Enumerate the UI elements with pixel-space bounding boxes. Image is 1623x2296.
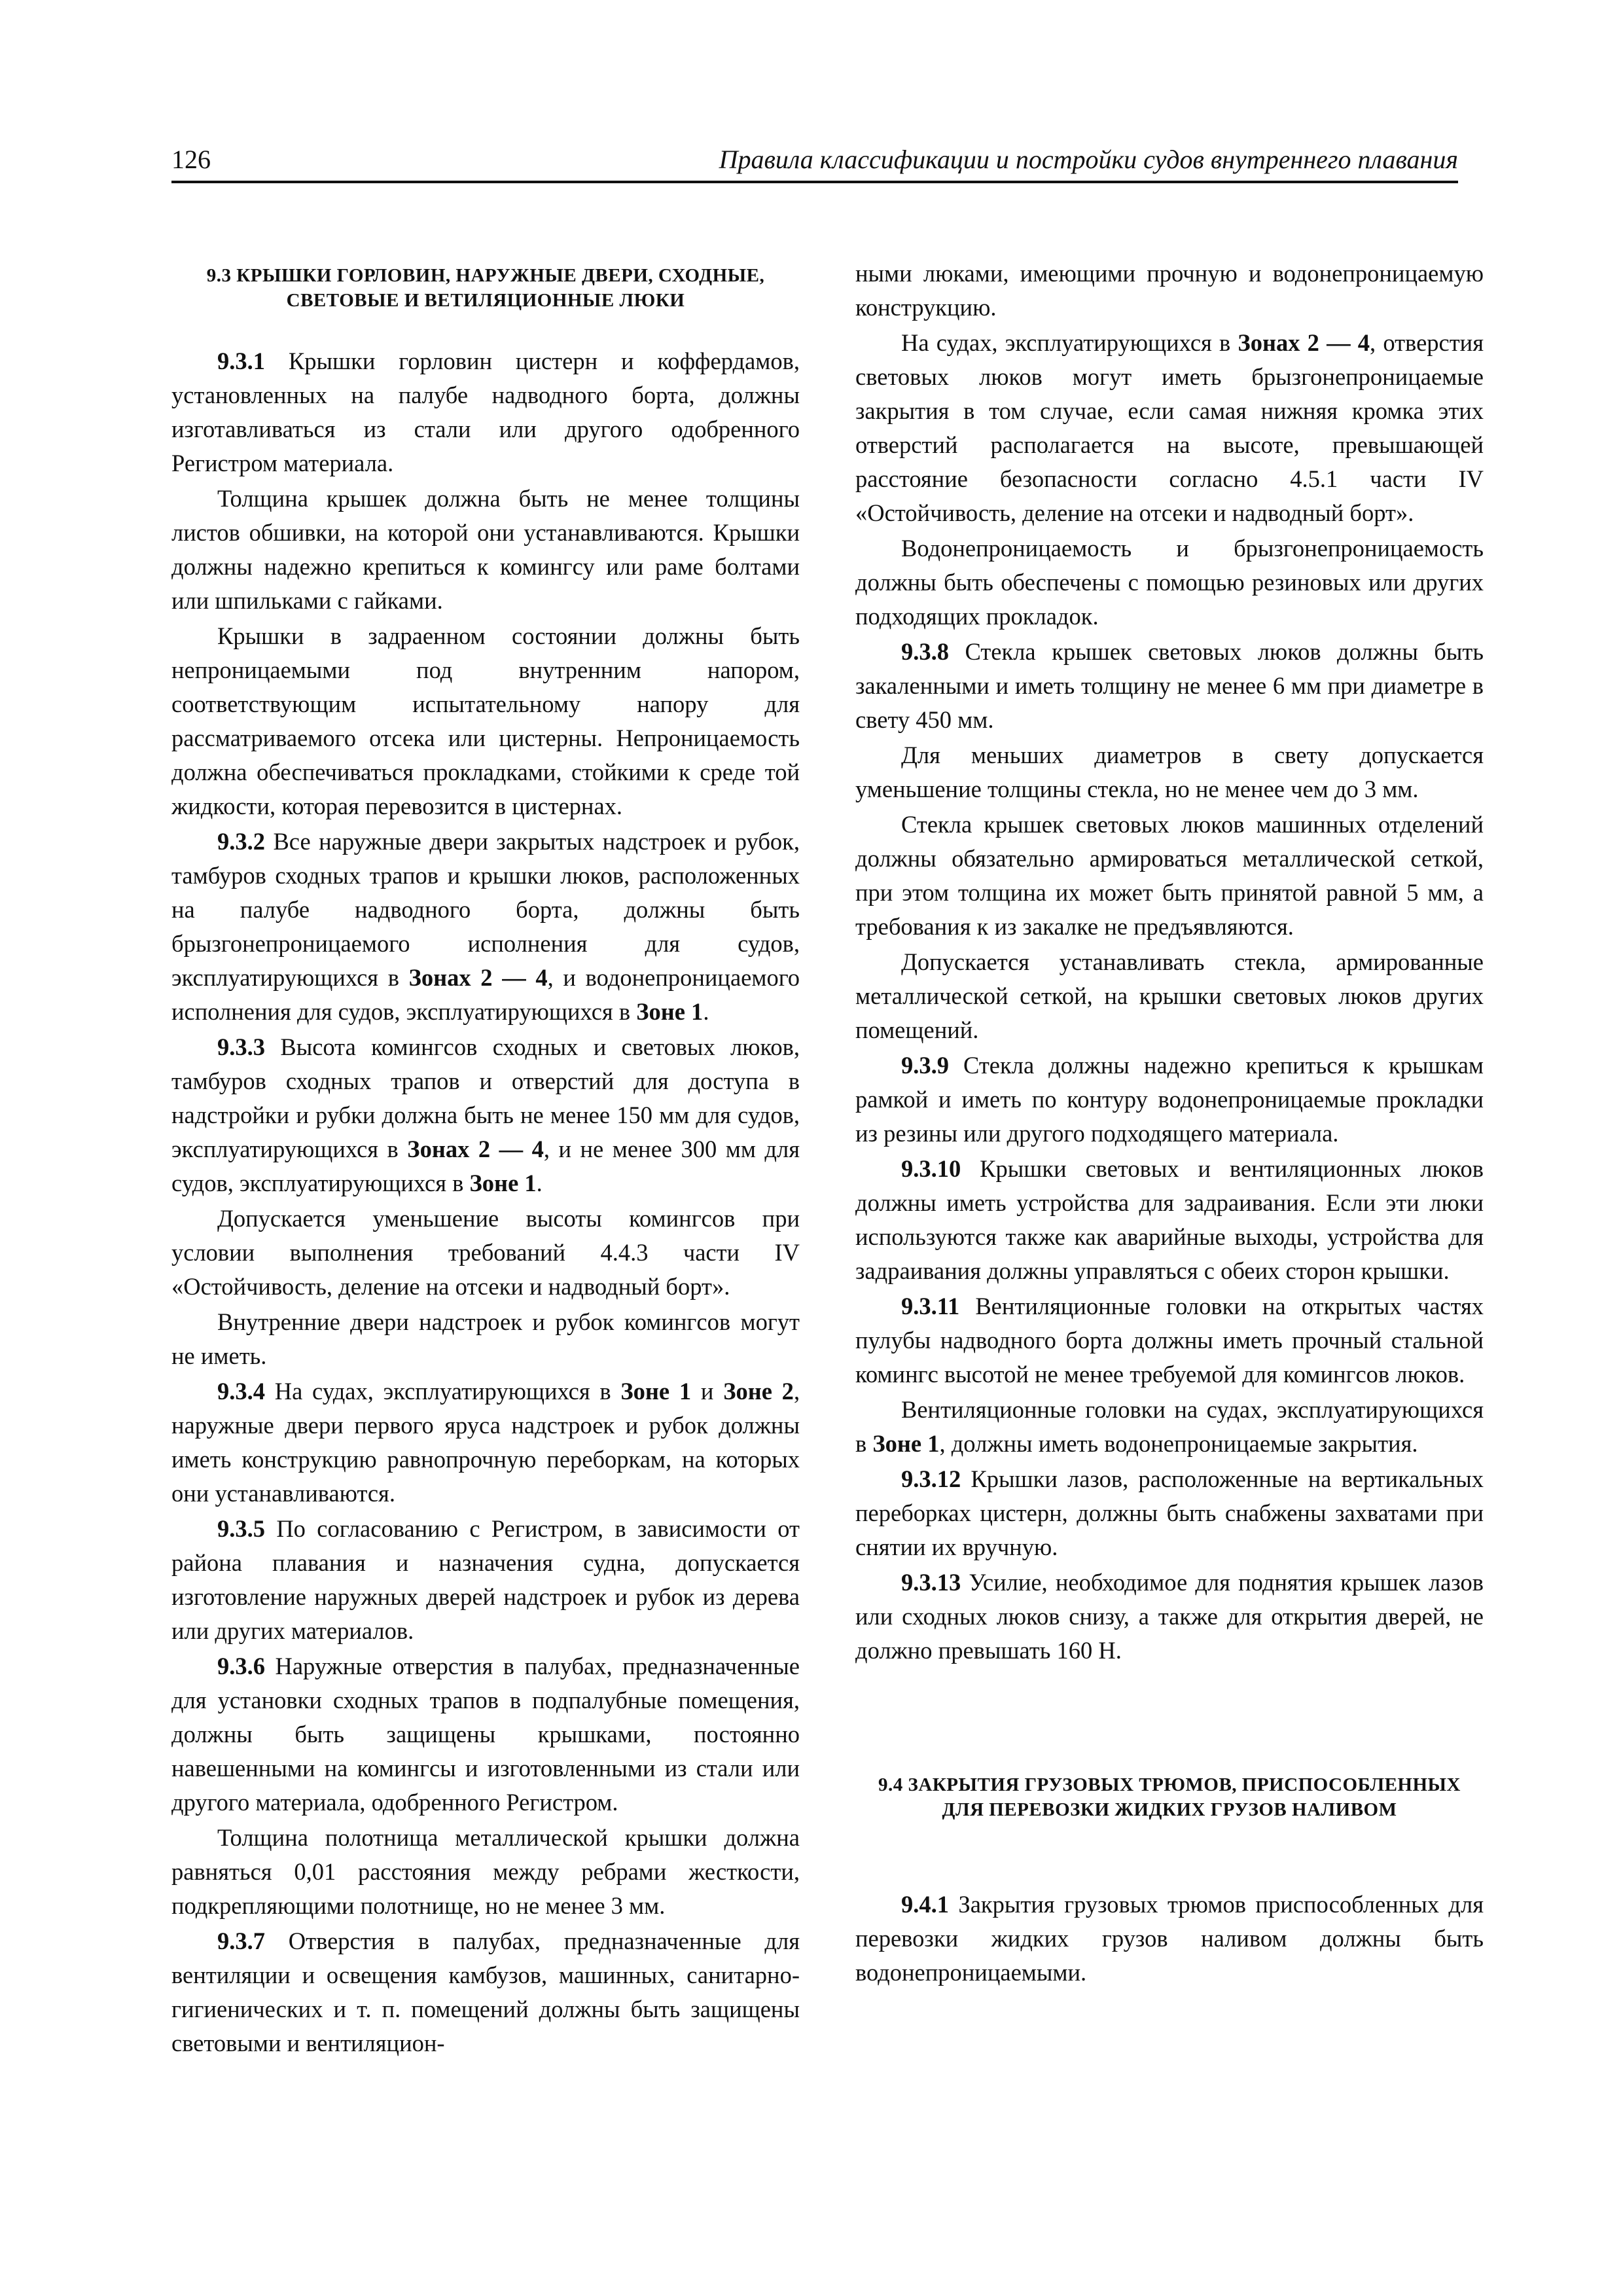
clause-number: 9.3.11 <box>901 1293 960 1319</box>
paragraph-text: Высота комингсов сходных и световых люков, тамбуров сходных трапов и отверстий для доступа в надстройки и рубки должна быть не менее 150 мм для судов, эксплуатирующихся в <box>171 1033 800 1162</box>
paragraph-9-3-11 <box>855 1289 1484 1391</box>
page-header <box>171 143 1458 183</box>
zone-ref: Зоне 1 <box>636 998 704 1025</box>
clause-number: 9.3.13 <box>901 1569 961 1596</box>
paragraph-text: , и не менее 300 мм для судов, эксплуатирующихся в <box>171 1136 800 1196</box>
paragraph-9-3-1 <box>171 344 800 480</box>
paragraph-9-3-10 <box>855 1152 1484 1288</box>
page-number: 126 <box>171 145 211 174</box>
paragraph-text: Закрытия грузовых трюмов приспособленных для перевозки жидких грузов наливом должны быть водонепроницаемыми. <box>855 1891 1484 1986</box>
paragraph-text: , отверстия световых люков могут иметь брызгонепроницаемые закрытия в том случае, если самая нижняя кромка этих отверстий располагается на высоте, превышающей расстояние безопасности согласно 4.5.1 части IV «Остойчивость, деление на отсеки и надводный борт». <box>855 329 1484 526</box>
clause-number: 9.3.8 <box>901 638 949 665</box>
paragraph-text: Крышки световых и вентиляционных люков должны иметь устройства для задраивания. Если эти люки используются также как аварийные выходы, устройства для задраивания должны управляться с обеих сторон крышки. <box>855 1155 1484 1284</box>
paragraph-armored-glass: Допускается устанавливать стекла, армированные металлической сеткой, на крышки световых люков других помещений. <box>855 948 1484 1043</box>
paragraph-panel-thickness: Толщина полотнища металлической крышки должна равняться 0,01 расстояния между ребрами жесткости, подкрепляющими полотнище, но не менее 3 мм. <box>171 1824 800 1919</box>
clause-number: 9.3.9 <box>901 1052 949 1079</box>
left-column <box>171 255 800 2060</box>
paragraph-text: Все наружные двери закрытых надстроек и рубок, тамбуров сходных трапов и крышки люков, расположенных на палубе надводного борта, должны быть брызгонепроницаемого исполнения для судов, эксплуатирующихся в <box>171 828 800 991</box>
paragraph-9-3-6 <box>171 1649 800 1820</box>
right-column <box>855 257 1484 1990</box>
paragraph-text: , наружные двери первого яруса надстроек и рубок должны иметь конструкцию равнопрочную переборкам, на которых они устанавливаются. <box>171 1378 800 1507</box>
paragraph-inner-doors: Внутренние двери надстроек и рубок комингсов могут не иметь. <box>171 1308 800 1369</box>
zone-ref: Зоне 1 <box>872 1430 940 1457</box>
clause-number: 9.3.5 <box>217 1515 265 1542</box>
clause-number: 9.3.7 <box>217 1928 265 1954</box>
paragraph-9-3-8 <box>855 635 1484 737</box>
paragraph-text: Усилие, необходимое для поднятия крышек лазов или сходных люков снизу, а также для открытия дверей, не должно превышать 160 Н. <box>855 1569 1484 1664</box>
clause-number: 9.4.1 <box>901 1891 949 1918</box>
paragraph-closed-state: Крышки в задраенном состоянии должны быть непроницаемыми под внутренним напором, соответствующим испытательному напору для рассматриваемого отсека или цистерны. Непроницаемость должна обеспечиваться прокладками, стойкими к среде той жидкости, которая перевозится в цистернах. <box>171 622 800 819</box>
paragraph-text: Вентиляционные головки на судах, эксплуатирующихся в <box>855 1396 1484 1457</box>
paragraph-reduction: Допускается уменьшение высоты комингсов при условии выполнения требований 4.4.3 части IV «Остойчивость, деление на отсеки и надводный борт». <box>171 1205 800 1300</box>
clause-number: 9.3.2 <box>217 828 265 855</box>
paragraph-text: Стекла крышек световых люков должны быть закаленными и иметь толщину не менее 6 мм при диаметре в свету 450 мм. <box>855 638 1484 733</box>
clause-number: 9.3.6 <box>217 1653 265 1679</box>
section-9-4-title: 9.4 ЗАКРЫТИЯ ГРУЗОВЫХ ТРЮМОВ, ПРИСПОСОБЛЕННЫХ ДЛЯ ПЕРЕВОЗКИ ЖИДКИХ ГРУЗОВ НАЛИВОМ <box>878 1774 1461 1820</box>
paragraph-text: На судах, эксплуатирующихся в <box>274 1378 611 1405</box>
paragraph-text: Отверстия в палубах, предназначенные для вентиляции и освещения камбузов, машинных, санитарно-гигиенических и т. п. помещений должны быть защищены световыми и вентиляцион- <box>171 1928 800 2056</box>
paragraph-thickness: Толщина крышек должна быть не менее толщины листов обшивки, на которой они устанавливаются. Крышки должны надежно крепиться к комингсу или раме болтами или шпильками с гайками. <box>171 485 800 614</box>
clause-number: 9.3.1 <box>217 348 265 374</box>
running-title: Правила классификации и постройки судов внутреннего плавания <box>719 145 1458 174</box>
paragraph-9-3-9 <box>855 1049 1484 1151</box>
paragraph-9-3-3: 9.3.3 Высота комингсов сходных и световых люков, тамбуров сходных трапов и отверстий для доступа в надстройки и рубки должна быть не менее 150 мм для судов, эксплуатирующихся в Зонах 2 — 4, и не менее 300 мм для судов, эксплуатирующихся в Зоне 1. <box>171 1033 800 1196</box>
paragraph-9-3-12 <box>855 1462 1484 1564</box>
clause-number: 9.3.10 <box>901 1155 961 1182</box>
zone-ref: Зоне 1 <box>620 1378 692 1405</box>
zone-ref: Зоне 1 <box>469 1170 537 1196</box>
paragraph-vent-heads <box>855 1393 1484 1461</box>
zone-ref: Зонах 2 — 4 <box>408 964 548 991</box>
paragraph-text: На судах, эксплуатирующихся в <box>901 329 1231 356</box>
paragraph-text: и <box>700 1378 714 1405</box>
paragraph-text: , и водонепроницаемого исполнения для судов, эксплуатирующихся в <box>171 964 800 1025</box>
paragraph-zones-skylights <box>855 326 1484 530</box>
paragraph-9-3-5 <box>171 1512 800 1648</box>
paragraph-text: По согласованию с Регистром, в зависимости от района плавания и назначения судна, допускается изготовление наружных дверей надстроек и рубок из дерева или других материалов. <box>171 1515 800 1644</box>
paragraph-text: Стекла должны надежно крепиться к крышкам рамкой и иметь по контуру водонепроницаемые прокладки из резины или другого подходящего материала. <box>855 1052 1484 1147</box>
paragraph-text: Крышки лазов, расположенные на вертикальных переборках цистерн, должны быть снабжены захватами при снятии их вручную. <box>855 1465 1484 1560</box>
zone-ref: Зоне 2 <box>723 1378 794 1405</box>
clause-number: 9.3.4 <box>217 1378 265 1405</box>
paragraph-continued: ными люками, имеющими прочную и водонепроницаемую конструкцию. <box>855 260 1484 321</box>
paragraph-text: , должны иметь водонепроницаемые закрытия. <box>939 1430 1418 1457</box>
paragraph-text: Вентиляционные головки на открытых частях пулубы надводного борта должны иметь прочный стальной комингс высотой не менее требуемой для комингсов люков. <box>855 1293 1484 1388</box>
paragraph-9-3-13 <box>855 1566 1484 1668</box>
section-9-3-title: 9.3 КРЫШКИ ГОРЛОВИН, НАРУЖНЫЕ ДВЕРИ, СХОДНЫЕ, СВЕТОВЫЕ И ВЕТИЛЯЦИОННЫЕ ЛЮКИ <box>206 265 765 311</box>
paragraph-smaller-diameters: Для меньших диаметров в свету допускается уменьшение толщины стекла, но не менее чем до 3 мм. <box>855 742 1484 802</box>
paragraph-watertightness: Водонепроницаемость и брызгонепроницаемость должны быть обеспечены с помощью резиновых или других подходящих прокладок. <box>855 535 1484 630</box>
paragraph-9-3-4 <box>171 1374 800 1511</box>
paragraph-9-3-2: 9.3.2 Все наружные двери закрытых надстроек и рубок, тамбуров сходных трапов и крышки люков, расположенных на палубе надводного борта, должны быть брызгонепроницаемого исполнения для судов, эксплуатирующихся в Зонах 2 — 4, и водонепроницаемого исполнения для судов, эксплуатирующихся в Зоне 1. <box>171 828 800 1025</box>
paragraph-9-4-1 <box>855 1888 1484 1990</box>
paragraph-9-3-7 <box>171 1924 800 2060</box>
paragraph-text: Наружные отверстия в палубах, предназначенные для установки сходных трапов в подпалубные помещения, должны быть защищены крышками, постоянно навешенными на комингсы и изготовленными из стали или другого материала, одобренного Регистром. <box>171 1653 800 1816</box>
paragraph-text: Крышки горловин цистерн и коффердамов, установленных на палубе надводного борта, должны изготавливаться из стали или другого одобренного Регистром материала. <box>171 348 800 476</box>
clause-number: 9.3.12 <box>901 1465 961 1492</box>
clause-number: 9.3.3 <box>217 1033 265 1060</box>
paragraph-engine-room-glass: Стекла крышек световых люков машинных отделений должны обязательно армироваться металлической сеткой, при этом толщина их может быть принятой равной 5 мм, а требования к из закалке не предъявляются. <box>855 811 1484 940</box>
zone-ref: Зонах 2 — 4 <box>407 1136 544 1162</box>
zone-ref: Зонах 2 — 4 <box>1238 329 1370 356</box>
